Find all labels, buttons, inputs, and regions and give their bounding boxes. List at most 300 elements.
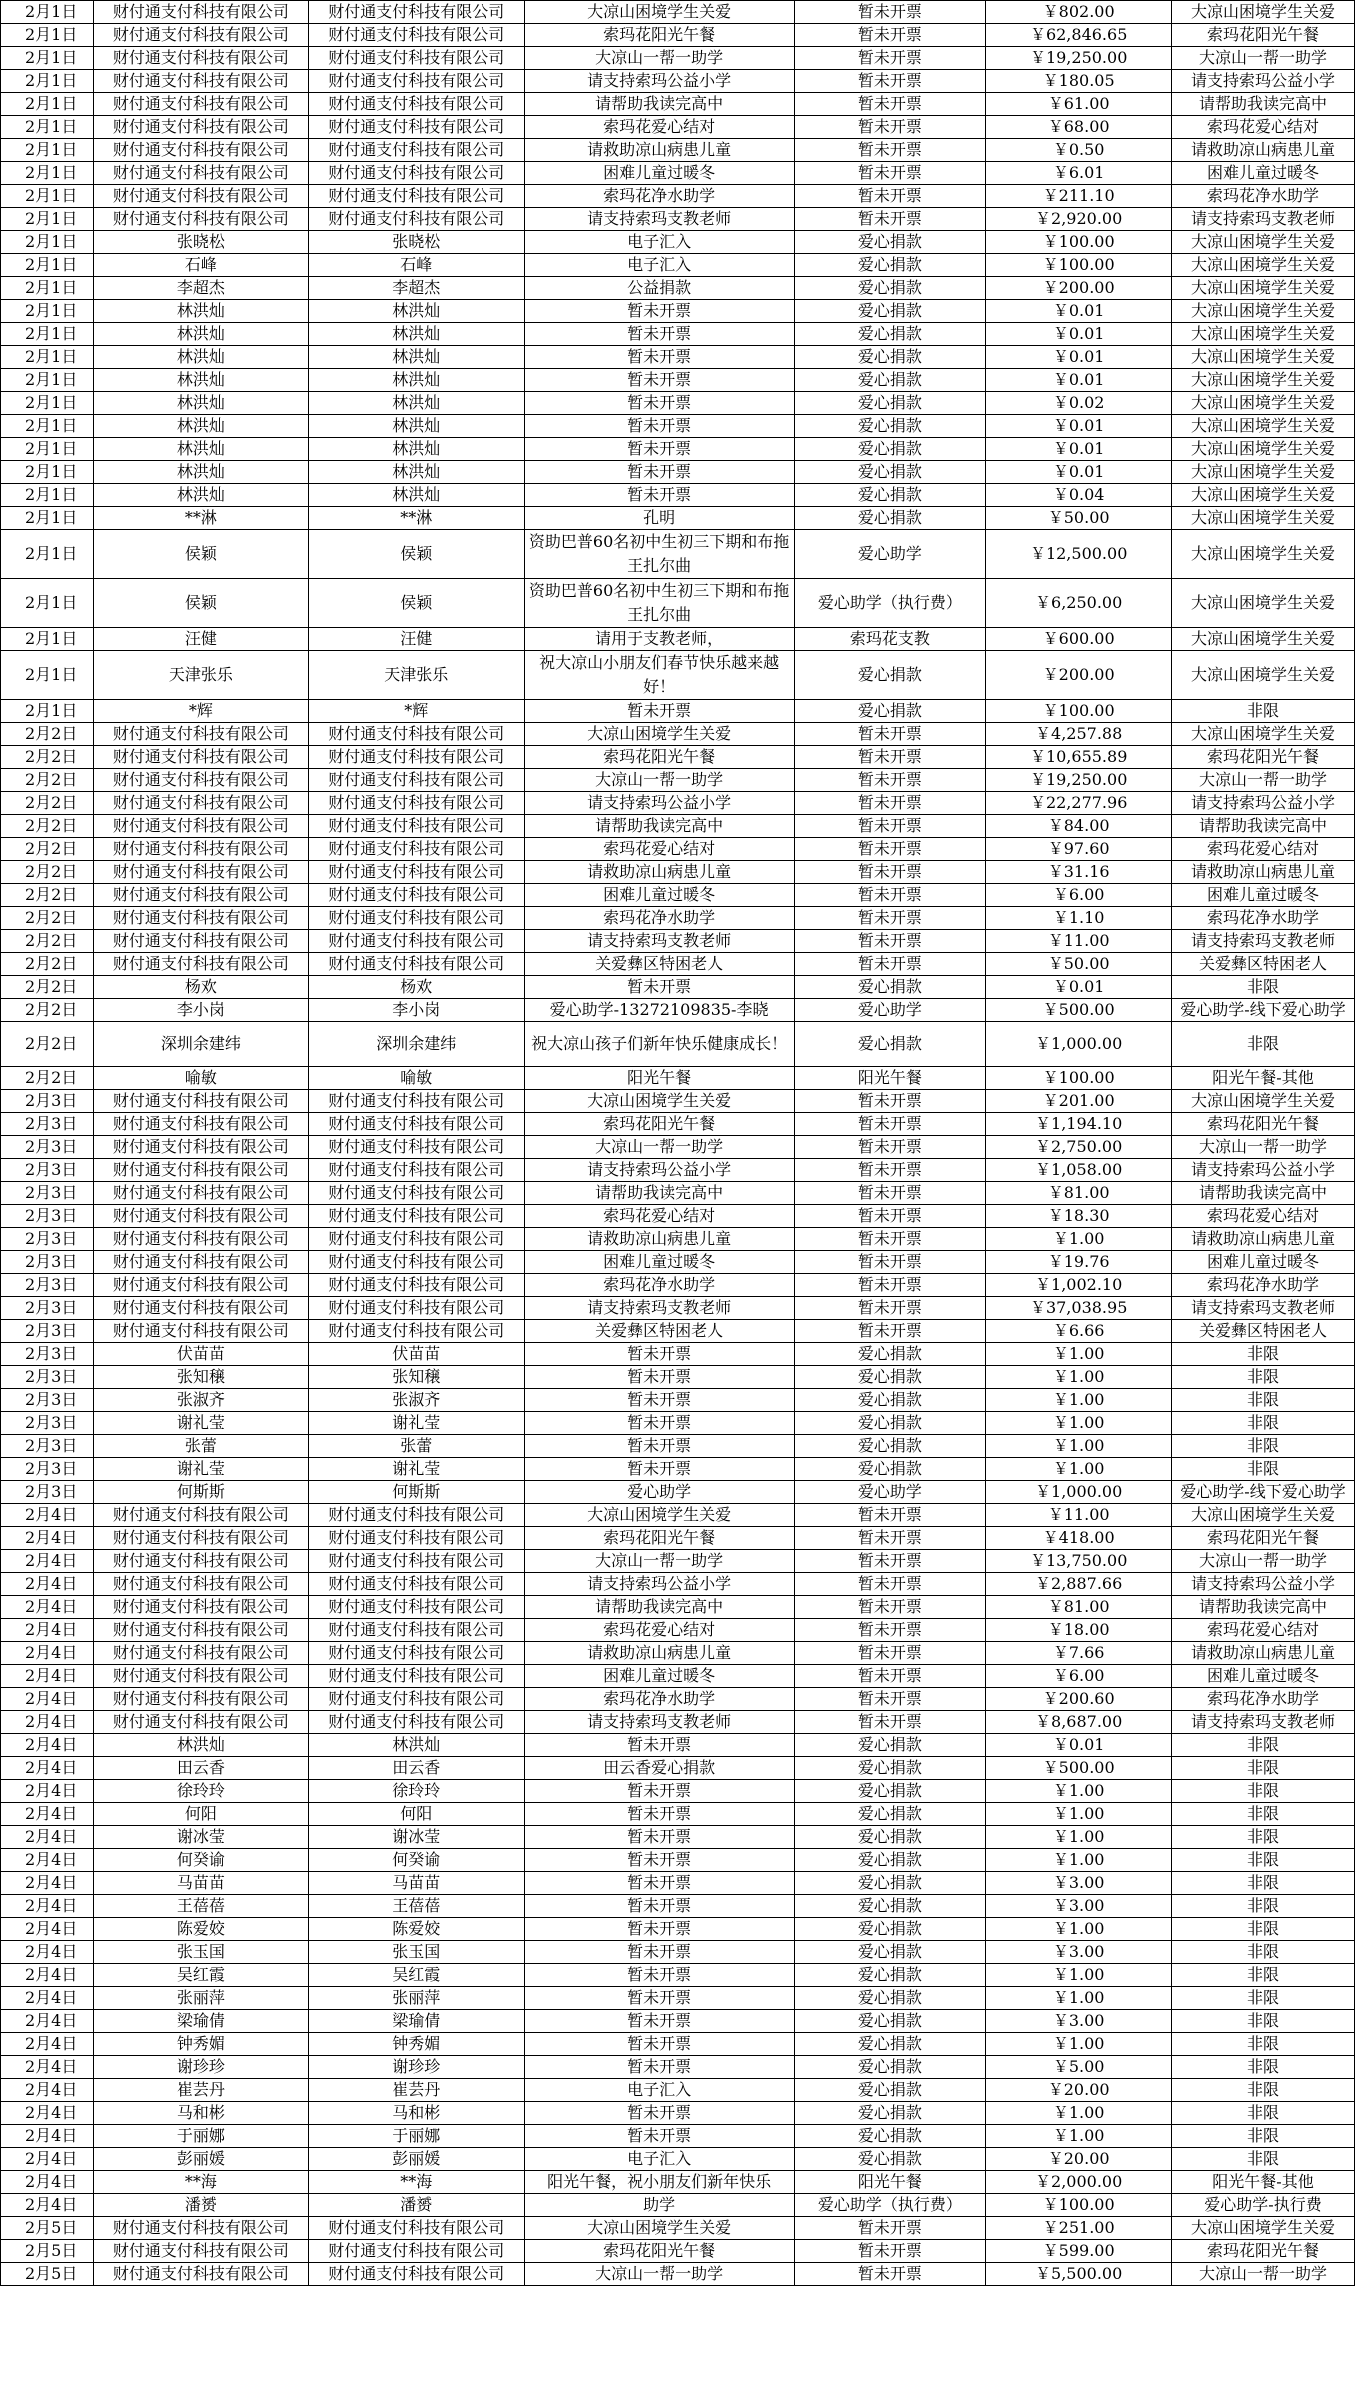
project-cell: 非限: [1172, 1941, 1355, 1964]
project-cell: 非限: [1172, 1872, 1355, 1895]
category-cell: 暂未开票: [794, 1, 986, 24]
table-row: [1, 1596, 1355, 1619]
category-cell: 暂未开票: [794, 1090, 986, 1113]
note-cell: 助学: [524, 2194, 794, 2217]
amount-cell: ￥68.00: [986, 116, 1172, 139]
date-cell: 2月1日: [1, 628, 94, 651]
project-cell: 非限: [1172, 976, 1355, 999]
table-row: [1, 1366, 1355, 1389]
table-row: [1, 1159, 1355, 1182]
category-cell: 爱心捐款: [794, 1412, 986, 1435]
amount-cell: ￥100.00: [986, 2194, 1172, 2217]
note-cell: 暂未开票: [524, 2010, 794, 2033]
amount-cell: ￥211.10: [986, 185, 1172, 208]
project-cell: 大凉山困境学生关爱: [1172, 530, 1355, 579]
donor-cell: 财付通支付科技有限公司: [93, 1159, 308, 1182]
date-cell: 2月4日: [1, 1573, 94, 1596]
date-cell: 2月2日: [1, 746, 94, 769]
donor-cell: 天津张乐: [93, 651, 308, 700]
project-cell: 索玛花净水助学: [1172, 1274, 1355, 1297]
donor-cell: **海: [93, 2171, 308, 2194]
project-cell: 请救助凉山病患儿童: [1172, 139, 1355, 162]
date-cell: 2月1日: [1, 24, 94, 47]
project-cell: 大凉山困境学生关爱: [1172, 723, 1355, 746]
donor-cell: 李超杰: [93, 277, 308, 300]
note-cell: 电子汇入: [524, 254, 794, 277]
note-cell: 资助巴普60名初中生初三下期和布拖王扎尔曲: [524, 579, 794, 628]
date-cell: 2月3日: [1, 1297, 94, 1320]
note-cell: 暂未开票: [524, 2125, 794, 2148]
table-row: [1, 1803, 1355, 1826]
payer-cell: 王蓓蓓: [308, 1895, 524, 1918]
date-cell: 2月3日: [1, 1228, 94, 1251]
date-cell: 2月2日: [1, 723, 94, 746]
project-cell: 非限: [1172, 1458, 1355, 1481]
category-cell: 爱心捐款: [794, 254, 986, 277]
payer-cell: 侯颖: [308, 530, 524, 579]
amount-cell: ￥1.10: [986, 907, 1172, 930]
category-cell: 暂未开票: [794, 70, 986, 93]
note-cell: 爱心助学-13272109835-李晓: [524, 999, 794, 1022]
payer-cell: 财付通支付科技有限公司: [308, 1573, 524, 1596]
category-cell: 爱心捐款: [794, 438, 986, 461]
project-cell: 非限: [1172, 1964, 1355, 1987]
amount-cell: ￥6.00: [986, 884, 1172, 907]
note-cell: 暂未开票: [524, 392, 794, 415]
date-cell: 2月1日: [1, 507, 94, 530]
donor-cell: 林洪灿: [93, 461, 308, 484]
amount-cell: ￥11.00: [986, 1504, 1172, 1527]
note-cell: 请支持索玛支教老师: [524, 1711, 794, 1734]
payer-cell: 李小岗: [308, 999, 524, 1022]
category-cell: 爱心捐款: [794, 1826, 986, 1849]
note-cell: 索玛花阳光午餐: [524, 2240, 794, 2263]
donor-cell: 财付通支付科技有限公司: [93, 1090, 308, 1113]
date-cell: 2月4日: [1, 2079, 94, 2102]
note-cell: 索玛花爱心结对: [524, 1205, 794, 1228]
payer-cell: 财付通支付科技有限公司: [308, 1274, 524, 1297]
table-row: [1, 1412, 1355, 1435]
amount-cell: ￥19,250.00: [986, 47, 1172, 70]
donor-cell: 财付通支付科技有限公司: [93, 1205, 308, 1228]
amount-cell: ￥200.00: [986, 651, 1172, 700]
table-row: [1, 24, 1355, 47]
table-row: [1, 769, 1355, 792]
amount-cell: ￥2,920.00: [986, 208, 1172, 231]
donor-cell: 林洪灿: [93, 392, 308, 415]
note-cell: 祝大凉山孩子们新年快乐健康成长！: [524, 1022, 794, 1067]
table-row: [1, 2148, 1355, 2171]
note-cell: 田云香爱心捐款: [524, 1757, 794, 1780]
payer-cell: 财付通支付科技有限公司: [308, 1320, 524, 1343]
category-cell: 爱心捐款: [794, 277, 986, 300]
category-cell: 爱心捐款: [794, 1987, 986, 2010]
date-cell: 2月2日: [1, 976, 94, 999]
payer-cell: 财付通支付科技有限公司: [308, 1113, 524, 1136]
date-cell: 2月1日: [1, 116, 94, 139]
note-cell: 困难儿童过暖冬: [524, 1251, 794, 1274]
project-cell: 非限: [1172, 1987, 1355, 2010]
donor-cell: 陈爱姣: [93, 1918, 308, 1941]
date-cell: 2月4日: [1, 1780, 94, 1803]
table-row: [1, 579, 1355, 628]
date-cell: 2月4日: [1, 1688, 94, 1711]
donor-cell: 于丽娜: [93, 2125, 308, 2148]
note-cell: 请救助凉山病患儿童: [524, 139, 794, 162]
payer-cell: 财付通支付科技有限公司: [308, 162, 524, 185]
amount-cell: ￥1.00: [986, 1389, 1172, 1412]
date-cell: 2月1日: [1, 323, 94, 346]
project-cell: 索玛花爱心结对: [1172, 1205, 1355, 1228]
amount-cell: ￥62,846.65: [986, 24, 1172, 47]
note-cell: 暂未开票: [524, 1987, 794, 2010]
category-cell: 暂未开票: [794, 1182, 986, 1205]
table-row: [1, 1343, 1355, 1366]
category-cell: 暂未开票: [794, 1274, 986, 1297]
project-cell: 困难儿童过暖冬: [1172, 884, 1355, 907]
table-row: [1, 1320, 1355, 1343]
donor-cell: 石峰: [93, 254, 308, 277]
category-cell: 爱心捐款: [794, 700, 986, 723]
note-cell: 请救助凉山病患儿童: [524, 1642, 794, 1665]
note-cell: 请帮助我读完高中: [524, 1596, 794, 1619]
note-cell: 暂未开票: [524, 461, 794, 484]
amount-cell: ￥3.00: [986, 1941, 1172, 1964]
project-cell: 非限: [1172, 2056, 1355, 2079]
category-cell: 暂未开票: [794, 884, 986, 907]
note-cell: 暂未开票: [524, 484, 794, 507]
table-row: [1, 2010, 1355, 2033]
amount-cell: ￥19.76: [986, 1251, 1172, 1274]
donor-cell: 财付通支付科技有限公司: [93, 1665, 308, 1688]
note-cell: 请帮助我读完高中: [524, 815, 794, 838]
project-cell: 请支持索玛支教老师: [1172, 930, 1355, 953]
category-cell: 暂未开票: [794, 838, 986, 861]
category-cell: 暂未开票: [794, 953, 986, 976]
table-row: [1, 1274, 1355, 1297]
donor-cell: 张淑齐: [93, 1389, 308, 1412]
payer-cell: 财付通支付科技有限公司: [308, 47, 524, 70]
date-cell: 2月1日: [1, 530, 94, 579]
amount-cell: ￥1.00: [986, 2033, 1172, 2056]
project-cell: 索玛花爱心结对: [1172, 1619, 1355, 1642]
note-cell: 困难儿童过暖冬: [524, 162, 794, 185]
amount-cell: ￥13,750.00: [986, 1550, 1172, 1573]
category-cell: 暂未开票: [794, 1251, 986, 1274]
table-row: [1, 277, 1355, 300]
note-cell: 暂未开票: [524, 1895, 794, 1918]
date-cell: 2月2日: [1, 1067, 94, 1090]
table-row: [1, 323, 1355, 346]
note-cell: 大凉山困境学生关爱: [524, 1, 794, 24]
category-cell: 暂未开票: [794, 2217, 986, 2240]
table-row: [1, 907, 1355, 930]
project-cell: 请支持索玛支教老师: [1172, 208, 1355, 231]
amount-cell: ￥1,000.00: [986, 1481, 1172, 1504]
amount-cell: ￥201.00: [986, 1090, 1172, 1113]
category-cell: 爱心捐款: [794, 1895, 986, 1918]
table-row: [1, 700, 1355, 723]
category-cell: 暂未开票: [794, 1504, 986, 1527]
table-row: [1, 1642, 1355, 1665]
donor-cell: 财付通支付科技有限公司: [93, 1297, 308, 1320]
note-cell: 暂未开票: [524, 1366, 794, 1389]
date-cell: 2月1日: [1, 208, 94, 231]
date-cell: 2月4日: [1, 2148, 94, 2171]
payer-cell: 财付通支付科技有限公司: [308, 2263, 524, 2286]
note-cell: 暂未开票: [524, 346, 794, 369]
note-cell: 暂未开票: [524, 2056, 794, 2079]
category-cell: 爱心捐款: [794, 1964, 986, 1987]
payer-cell: 徐玲玲: [308, 1780, 524, 1803]
payer-cell: 财付通支付科技有限公司: [308, 1619, 524, 1642]
table-row: [1, 1826, 1355, 1849]
payer-cell: 财付通支付科技有限公司: [308, 1205, 524, 1228]
date-cell: 2月4日: [1, 1918, 94, 1941]
table-row: [1, 1849, 1355, 1872]
note-cell: 请帮助我读完高中: [524, 93, 794, 116]
note-cell: 大凉山一帮一助学: [524, 47, 794, 70]
category-cell: 暂未开票: [794, 792, 986, 815]
donor-cell: 马和彬: [93, 2102, 308, 2125]
donor-cell: 张玉国: [93, 1941, 308, 1964]
donor-cell: 何阳: [93, 1803, 308, 1826]
project-cell: 大凉山困境学生关爱: [1172, 1504, 1355, 1527]
amount-cell: ￥0.01: [986, 1734, 1172, 1757]
amount-cell: ￥6.01: [986, 162, 1172, 185]
project-cell: 非限: [1172, 1734, 1355, 1757]
date-cell: 2月4日: [1, 1711, 94, 1734]
payer-cell: 林洪灿: [308, 461, 524, 484]
date-cell: 2月4日: [1, 1964, 94, 1987]
amount-cell: ￥1,058.00: [986, 1159, 1172, 1182]
project-cell: 请帮助我读完高中: [1172, 815, 1355, 838]
table-row: [1, 1435, 1355, 1458]
table-row: [1, 976, 1355, 999]
category-cell: 爱心捐款: [794, 415, 986, 438]
amount-cell: ￥5.00: [986, 2056, 1172, 2079]
project-cell: 请支持索玛公益小学: [1172, 70, 1355, 93]
payer-cell: 张淑齐: [308, 1389, 524, 1412]
table-row: [1, 2033, 1355, 2056]
amount-cell: ￥200.00: [986, 277, 1172, 300]
donor-cell: 财付通支付科技有限公司: [93, 185, 308, 208]
payer-cell: 财付通支付科技有限公司: [308, 1711, 524, 1734]
table-row: [1, 1550, 1355, 1573]
payer-cell: 财付通支付科技有限公司: [308, 1550, 524, 1573]
category-cell: 爱心助学: [794, 999, 986, 1022]
donor-cell: 财付通支付科技有限公司: [93, 1527, 308, 1550]
note-cell: 暂未开票: [524, 700, 794, 723]
donor-cell: 财付通支付科技有限公司: [93, 1, 308, 24]
note-cell: 索玛花爱心结对: [524, 1619, 794, 1642]
donor-cell: 马苗苗: [93, 1872, 308, 1895]
table-row: [1, 415, 1355, 438]
payer-cell: 何斯斯: [308, 1481, 524, 1504]
category-cell: 暂未开票: [794, 162, 986, 185]
table-row: [1, 185, 1355, 208]
table-row: [1, 838, 1355, 861]
donor-cell: 财付通支付科技有限公司: [93, 861, 308, 884]
payer-cell: 财付通支付科技有限公司: [308, 185, 524, 208]
category-cell: 爱心捐款: [794, 300, 986, 323]
table-row: [1, 2217, 1355, 2240]
donor-cell: 林洪灿: [93, 484, 308, 507]
category-cell: 爱心捐款: [794, 484, 986, 507]
date-cell: 2月2日: [1, 953, 94, 976]
table-row: [1, 723, 1355, 746]
note-cell: 暂未开票: [524, 369, 794, 392]
amount-cell: ￥81.00: [986, 1596, 1172, 1619]
date-cell: 2月1日: [1, 484, 94, 507]
donor-cell: 侯颖: [93, 530, 308, 579]
table-row: [1, 953, 1355, 976]
category-cell: 暂未开票: [794, 1596, 986, 1619]
note-cell: 爱心助学: [524, 1481, 794, 1504]
note-cell: 电子汇入: [524, 2079, 794, 2102]
project-cell: 大凉山困境学生关爱: [1172, 1, 1355, 24]
amount-cell: ￥251.00: [986, 2217, 1172, 2240]
category-cell: 爱心捐款: [794, 1803, 986, 1826]
category-cell: 暂未开票: [794, 2263, 986, 2286]
note-cell: 暂未开票: [524, 1964, 794, 1987]
amount-cell: ￥20.00: [986, 2148, 1172, 2171]
donor-cell: 杨欢: [93, 976, 308, 999]
amount-cell: ￥802.00: [986, 1, 1172, 24]
donor-cell: 财付通支付科技有限公司: [93, 47, 308, 70]
amount-cell: ￥1.00: [986, 1366, 1172, 1389]
category-cell: 爱心捐款: [794, 2102, 986, 2125]
project-cell: 非限: [1172, 1780, 1355, 1803]
donor-cell: 谢冰莹: [93, 1826, 308, 1849]
donor-cell: 谢礼莹: [93, 1412, 308, 1435]
donor-cell: 何癸谕: [93, 1849, 308, 1872]
project-cell: 爱心助学-线下爱心助学: [1172, 1481, 1355, 1504]
table-row: [1, 1504, 1355, 1527]
table-row: [1, 1067, 1355, 1090]
payer-cell: 财付通支付科技有限公司: [308, 746, 524, 769]
note-cell: 电子汇入: [524, 2148, 794, 2171]
date-cell: 2月1日: [1, 579, 94, 628]
table-row: [1, 1527, 1355, 1550]
donor-cell: 林洪灿: [93, 415, 308, 438]
table-row: [1, 1481, 1355, 1504]
project-cell: 请支持索玛支教老师: [1172, 1711, 1355, 1734]
date-cell: 2月1日: [1, 346, 94, 369]
donor-cell: 财付通支付科技有限公司: [93, 815, 308, 838]
table-row: [1, 815, 1355, 838]
amount-cell: ￥5,500.00: [986, 2263, 1172, 2286]
project-cell: 请帮助我读完高中: [1172, 1596, 1355, 1619]
table-row: [1, 300, 1355, 323]
table-row: [1, 162, 1355, 185]
note-cell: 暂未开票: [524, 1780, 794, 1803]
donor-cell: 吴红霞: [93, 1964, 308, 1987]
table-row: [1, 484, 1355, 507]
date-cell: 2月4日: [1, 1550, 94, 1573]
date-cell: 2月3日: [1, 1366, 94, 1389]
project-cell: 大凉山困境学生关爱: [1172, 461, 1355, 484]
payer-cell: 财付通支付科技有限公司: [308, 1297, 524, 1320]
amount-cell: ￥7.66: [986, 1642, 1172, 1665]
payer-cell: 财付通支付科技有限公司: [308, 1688, 524, 1711]
category-cell: 暂未开票: [794, 907, 986, 930]
project-cell: 非限: [1172, 1343, 1355, 1366]
project-cell: 非限: [1172, 2102, 1355, 2125]
table-row: [1, 47, 1355, 70]
project-cell: 索玛花阳光午餐: [1172, 746, 1355, 769]
table-row: [1, 884, 1355, 907]
project-cell: 大凉山困境学生关爱: [1172, 369, 1355, 392]
category-cell: 爱心捐款: [794, 346, 986, 369]
date-cell: 2月4日: [1, 1596, 94, 1619]
amount-cell: ￥6.66: [986, 1320, 1172, 1343]
donor-cell: 财付通支付科技有限公司: [93, 1619, 308, 1642]
category-cell: 暂未开票: [794, 769, 986, 792]
table-row: [1, 1228, 1355, 1251]
donor-cell: 财付通支付科技有限公司: [93, 139, 308, 162]
amount-cell: ￥2,000.00: [986, 2171, 1172, 2194]
payer-cell: 张晓松: [308, 231, 524, 254]
donor-cell: 张晓松: [93, 231, 308, 254]
category-cell: 暂未开票: [794, 185, 986, 208]
payer-cell: 林洪灿: [308, 1734, 524, 1757]
donor-cell: 财付通支付科技有限公司: [93, 208, 308, 231]
category-cell: 爱心捐款: [794, 507, 986, 530]
note-cell: 暂未开票: [524, 1734, 794, 1757]
donor-cell: 财付通支付科技有限公司: [93, 1642, 308, 1665]
project-cell: 请救助凉山病患儿童: [1172, 1228, 1355, 1251]
donor-cell: 李小岗: [93, 999, 308, 1022]
donor-cell: 财付通支付科技有限公司: [93, 1136, 308, 1159]
payer-cell: 财付通支付科技有限公司: [308, 93, 524, 116]
amount-cell: ￥1,002.10: [986, 1274, 1172, 1297]
amount-cell: ￥6.00: [986, 1665, 1172, 1688]
note-cell: 索玛花爱心结对: [524, 116, 794, 139]
category-cell: 暂未开票: [794, 1228, 986, 1251]
category-cell: 暂未开票: [794, 1619, 986, 1642]
project-cell: 大凉山困境学生关爱: [1172, 438, 1355, 461]
date-cell: 2月1日: [1, 231, 94, 254]
note-cell: 索玛花阳光午餐: [524, 1113, 794, 1136]
project-cell: 大凉山一帮一助学: [1172, 769, 1355, 792]
category-cell: 爱心捐款: [794, 323, 986, 346]
table-row: [1, 1205, 1355, 1228]
payer-cell: 伏苗苗: [308, 1343, 524, 1366]
donor-cell: 财付通支付科技有限公司: [93, 162, 308, 185]
date-cell: 2月1日: [1, 461, 94, 484]
amount-cell: ￥1.00: [986, 1918, 1172, 1941]
project-cell: 非限: [1172, 700, 1355, 723]
date-cell: 2月4日: [1, 1504, 94, 1527]
date-cell: 2月3日: [1, 1251, 94, 1274]
payer-cell: 财付通支付科技有限公司: [308, 1665, 524, 1688]
note-cell: 孔明: [524, 507, 794, 530]
table-row: [1, 2079, 1355, 2102]
amount-cell: ￥2,750.00: [986, 1136, 1172, 1159]
amount-cell: ￥500.00: [986, 999, 1172, 1022]
donor-cell: 潘赟: [93, 2194, 308, 2217]
date-cell: 2月1日: [1, 277, 94, 300]
category-cell: 索玛花支教: [794, 628, 986, 651]
note-cell: 暂未开票: [524, 2102, 794, 2125]
date-cell: 2月3日: [1, 1136, 94, 1159]
project-cell: 请帮助我读完高中: [1172, 1182, 1355, 1205]
note-cell: 暂未开票: [524, 1435, 794, 1458]
payer-cell: 财付通支付科技有限公司: [308, 953, 524, 976]
donor-cell: 林洪灿: [93, 346, 308, 369]
table-row: [1, 461, 1355, 484]
